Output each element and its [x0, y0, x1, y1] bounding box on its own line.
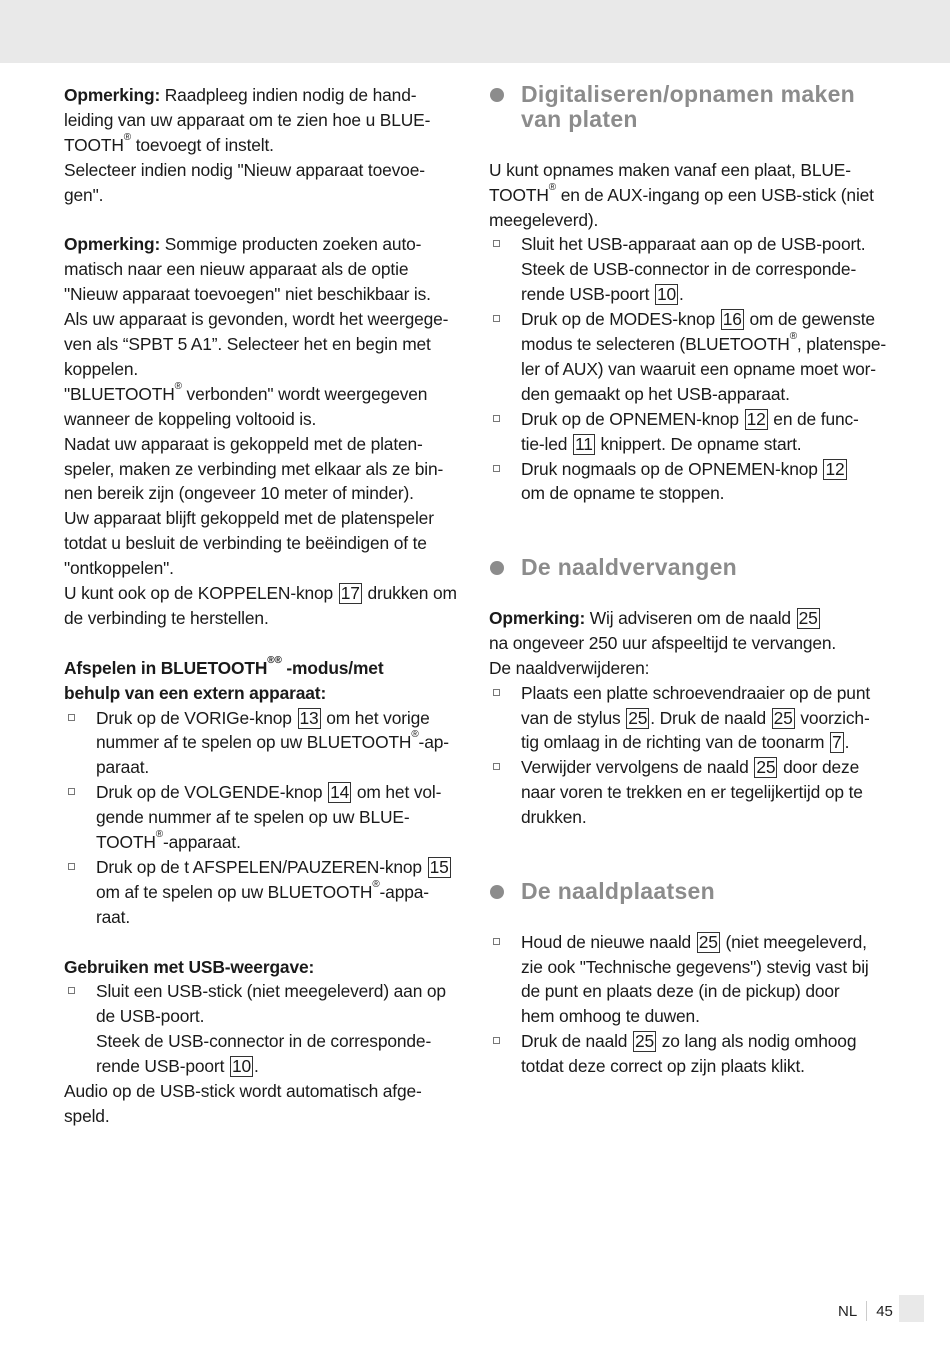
text-line: zie ook "Technische gegevens") stevig vast bij [521, 956, 869, 977]
checkbox-bullet-icon [493, 240, 500, 247]
checkbox-bullet-icon [493, 315, 500, 322]
bold-text: behulp van een extern apparaat: [64, 682, 327, 703]
text-line: ven als “SPBT 5 A1”. Selecteer het en begin met [64, 334, 431, 354]
text-line: de USB-poort. [96, 1006, 205, 1027]
section-heading [521, 879, 715, 904]
registered-mark: ® [411, 729, 419, 741]
registered-mark: ® [274, 654, 282, 666]
text-line: "BLUETOOTH® verbonden" wordt weergegeven [64, 380, 428, 404]
checkbox-bullet-icon [493, 415, 500, 422]
reference-number: 16 [722, 309, 742, 330]
list-item: Plaats een platte schroevendraaier op de punt [521, 681, 870, 705]
registered-mark: ® [789, 331, 797, 342]
checkbox-bullet-icon [68, 863, 75, 870]
checkbox-bullet-icon [493, 1037, 500, 1044]
text-line: TOOTH®-apparaat. [96, 829, 241, 852]
text-line: speld. [64, 1105, 110, 1126]
page-footer [838, 1300, 893, 1322]
registered-mark: ® [372, 878, 380, 890]
reference-number: 25 [798, 607, 818, 628]
page-number: 45 [876, 1302, 893, 1320]
bold-text: Gebruiken met USB-weergave: [64, 956, 315, 977]
text-line: "Nieuw apparaat toevoegen" niet beschikbaar is. [64, 284, 431, 305]
reference-number: 12 [746, 408, 766, 429]
bold-text: Opmerking: [489, 607, 586, 628]
checkbox-bullet-icon [493, 763, 500, 770]
section-heading-text: De naaldvervangen [521, 554, 738, 581]
section-heading-text: van platen [521, 105, 638, 132]
reference-number: 10 [231, 1056, 251, 1077]
language-label: NL [838, 1302, 858, 1320]
text-line: na ongeveer 250 uur afspeeltijd te vervangen. [489, 632, 837, 653]
text-line: totdat u besluit de verbinding te beëindigen of te [64, 533, 427, 554]
text-line: speler, maken ze verbinding met elkaar als ze bin- [64, 458, 444, 479]
text-line: raat. [96, 906, 131, 927]
section-heading [521, 82, 855, 107]
text-line: modus te selecteren (BLUETOOTH®, platenspe- [521, 331, 886, 354]
text-line: Als uw apparaat is gevonden, wordt het weergege- [64, 309, 449, 330]
registered-mark: ® [123, 131, 132, 143]
text-line: Steek de USB-connector in de corresponde- [96, 1031, 432, 1052]
text-line: koppelen. [64, 358, 139, 379]
text-line: nen bereik zijn (ongeveer 10 meter of minder). [64, 483, 414, 504]
text-line: de verbinding te herstellen. [64, 607, 269, 628]
checkbox-bullet-icon [493, 938, 500, 945]
page-header-bar [0, 0, 950, 63]
text-line: tig omlaag in de richting van de toonarm 7 . [521, 732, 850, 753]
text-line: U kunt ook op de KOPPELEN-knop 17 drukken om [64, 583, 457, 603]
text-line: tie-led 11 knippert. De opname start. [521, 433, 802, 454]
text-line: de punt en plaats deze (in de pickup) door [521, 981, 840, 1002]
section-heading [521, 107, 638, 132]
text-line: matisch naar een nieuw apparaat als de optie [64, 259, 409, 280]
text-line: om af te spelen op uw BLUETOOTH®-appa- [96, 878, 429, 902]
text-line: leiding van uw apparaat om te zien hoe u BLUE- [64, 109, 431, 130]
reference-number: 13 [299, 707, 319, 728]
text-line: TOOTH® toevoegt of instelt. [64, 131, 274, 155]
bold-text: Opmerking: [64, 85, 161, 105]
registered-mark: ® [548, 181, 557, 193]
text-line: om de opname te stoppen. [521, 483, 725, 504]
list-item: Houd de nieuwe naald 25 (niet meegeleverd, [521, 930, 867, 954]
text-line: totdat deze correct op zijn plaats klikt. [521, 1056, 805, 1077]
reference-number: 25 [698, 931, 718, 952]
text-line: Audio op de USB-stick wordt automatisch afge- [64, 1081, 422, 1101]
checkbox-bullet-icon [68, 987, 75, 994]
text-line: meegeleverd). [489, 209, 599, 230]
registered-mark: ® [174, 380, 182, 392]
reference-number: 25 [773, 707, 793, 728]
reference-number: 25 [635, 1031, 655, 1052]
list-item: Verwijder vervolgens de naald 25 door deze [521, 755, 859, 779]
text-line: Uw apparaat blijft gekoppeld met de platenspeler [64, 508, 434, 529]
text-line: "ontkoppelen". [64, 558, 174, 579]
checkbox-bullet-icon [493, 465, 500, 472]
text-line: gen". [64, 184, 104, 205]
bold-text: Opmerking: [64, 234, 161, 255]
text-line: van de stylus 25 . Druk de naald 25 voorzich- [521, 707, 870, 728]
text-line [64, 955, 314, 979]
list-item: Sluit het USB-apparaat aan op de USB-poort. [521, 232, 865, 256]
text-line: Steek de USB-connector in de corresponde- [521, 259, 857, 280]
bold-text: Afspelen in BLUETOOTH®® -modus/met [64, 654, 384, 678]
reference-number: 14 [330, 782, 350, 803]
registered-mark: ® [155, 829, 164, 840]
list-item: Sluit een USB-stick (niet meegeleverd) aan op [96, 979, 446, 1003]
list-item: Druk op de VORIGe-knop 13 om het vorige [96, 706, 430, 730]
reference-number: 10 [656, 284, 676, 305]
text-line: wanneer de koppeling voltooid is. [64, 408, 317, 429]
bullet-dot-icon [490, 885, 504, 899]
text-line: Opmerking: Raadpleeg indien nodig de hand- [64, 85, 417, 105]
reference-number: 12 [825, 458, 845, 479]
list-item: Druk op de MODES-knop 16 om de gewenste [521, 307, 875, 331]
reference-number: 17 [340, 583, 360, 603]
bullet-dot-icon [490, 561, 504, 575]
text-line: den gemaakt op het USB-apparaat. [521, 383, 790, 404]
text-line: naar voren te trekken en er tegelijkertijd op te [521, 782, 863, 803]
list-item: Druk op de OPNEMEN-knop 12 en de func- [521, 407, 859, 431]
text-line: TOOTH® en de AUX-ingang op een USB-stick (niet [489, 181, 874, 205]
text-line [64, 681, 326, 705]
text-line: hem omhoog te duwen. [521, 1006, 700, 1027]
text-line [64, 656, 383, 680]
list-item: Druk nogmaals op de OPNEMEN-knop 12 [521, 457, 848, 481]
list-item: Druk op de VOLGENDE-knop 14 om het vol- [96, 780, 441, 804]
text-line: gende nummer af te spelen op uw BLUE- [96, 807, 410, 828]
text-line: Opmerking: Wij adviseren om de naald 25 [489, 607, 818, 628]
text-line: rende USB-poort 10 . [521, 284, 684, 305]
reference-number: 15 [429, 856, 449, 877]
section-heading-text: De naaldplaatsen [521, 877, 715, 904]
section-heading [521, 555, 737, 580]
text-line: rende USB-poort 10 . [96, 1056, 259, 1077]
reference-number: 25 [628, 707, 648, 728]
reference-number: 7 [832, 732, 842, 753]
bullet-dot-icon [490, 88, 504, 102]
checkbox-bullet-icon [68, 788, 75, 795]
reference-number: 11 [575, 433, 593, 454]
text-line: Nadat uw apparaat is gekoppeld met de platen- [64, 433, 423, 454]
checkbox-bullet-icon [68, 714, 75, 721]
page-tab-marker [899, 1295, 924, 1322]
section-heading-text: Digitaliseren/opnamen maken [521, 81, 856, 107]
text-line: Opmerking: Sommige producten zoeken auto- [64, 234, 422, 255]
list-item: Druk de naald 25 zo lang als nodig omhoog [521, 1029, 856, 1053]
text-line: nummer af te spelen op uw BLUETOOTH®-ap- [96, 729, 449, 753]
text-line: U kunt opnames maken vanaf een plaat, BLUE- [489, 159, 851, 180]
text-line: ler of AUX) van waaruit een opname moet wor- [521, 358, 876, 379]
footer-divider [866, 1301, 867, 1321]
reference-number: 25 [756, 757, 776, 778]
text-line: drukken. [521, 807, 587, 828]
text-line: De naaldverwijderen: [489, 657, 650, 678]
text-line: paraat. [96, 757, 150, 778]
checkbox-bullet-icon [493, 689, 500, 696]
registered-mark: ® [267, 654, 275, 666]
text-line: Selecteer indien nodig "Nieuw apparaat toevoe- [64, 159, 425, 180]
list-item: Druk op de t AFSPELEN/PAUZEREN-knop 15 [96, 855, 452, 879]
